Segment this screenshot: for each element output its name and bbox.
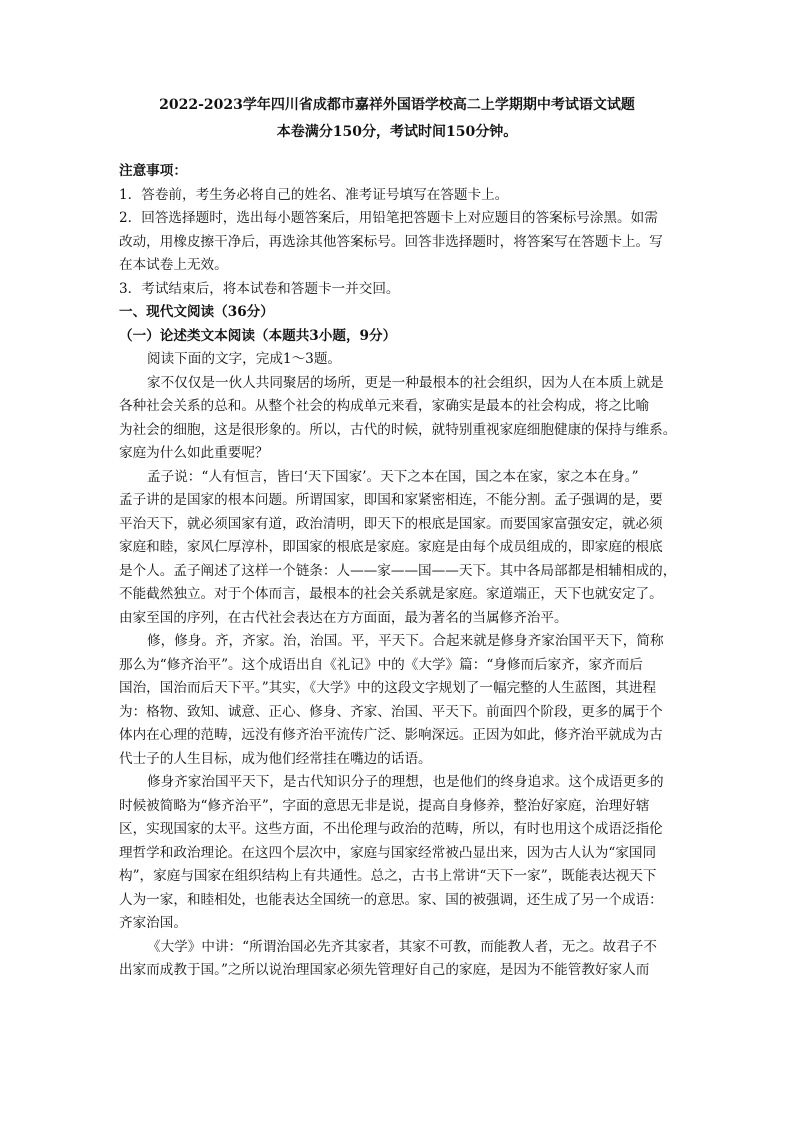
passage-line: 由家至国的序列，在古代社会表达在方方面面，最为著名的当属修齐治平。 [119,609,568,626]
exam-title: 2022-2023学年四川省成都市嘉祥外国语学校高二上学期期中考试语文试题 [159,97,635,113]
passage-line: 是个人。孟子阐述了这样一个链条：人——家——国——天下。其中各局部都是相辅相成的， [119,562,677,579]
passage-line: 国治，国治而后天下平。”其实，《大学》中的这段文字规划了一幅完整的人生蓝图，其进程 [119,680,657,696]
note-line: 在本试卷上无效。 [119,257,228,273]
exam-subtitle: 本卷满分150分，考试时间150分钟。 [276,124,518,140]
passage-line: 平治天下，就必须国家有道，政治清明，即天下的根底是国家。而要国家富强安定，就必须 [119,515,663,532]
passage-line: 代士子的人生目标，成为他们经常挂在嘴边的话语。 [119,750,432,767]
passage-line: 为社会的细胞，这是很形象的。所以，古代的时候，就特别重视家庭细胞健康的保持与维系。 [119,421,677,438]
passage-line: 人为一家，和睦相处，也能表达全国统一的意思。家、国的被强调，还生成了另一个成语： [119,891,663,908]
passage-line: 为：格物、致知、诚意、正心、修身、齐家、治国、平天下。前面四个阶段，更多的属于个 [119,703,663,720]
notes-heading: 注意事项： [119,163,187,179]
note-line: 3．考试结束后，将本试卷和答题卡一并交回。 [119,280,400,297]
passage-line: 《大学》中讲：“所谓治国必先齐其家者，其家不可教，而能教人者，无之。故君子不 [147,938,657,955]
note-line: 2．回答选择题时，选出每小题答案后，用铅笔把答题卡上对应题目的答案标号涂黑。如需 [119,210,658,226]
note-line: 1．答卷前，考生务必将自己的姓名、准考证号填写在答题卡上。 [119,186,509,203]
passage-line: 家不仅仅是一伙人共同聚居的场所，更是一种最根本的社会组织，因为人在本质上就是 [147,374,664,391]
note-line: 改动，用橡皮擦干净后，再选涂其他答案标号。回答非选择题时，将答案写在答题卡上。写 [119,233,663,250]
passage-line: 出家而成教于国。”之所以说治理国家必须先管理好自己的家庭，是因为不能管教好家人而 [119,962,650,978]
passage-line: 孟子讲的是国家的根本问题。所谓国家，即国和家紧密相连，不能分割。孟子强调的是，要 [119,492,663,508]
passage-line: 区，实现国家的太平。这些方面，不出伦理与政治的范畴，所以，有时也用这个成语泛指伦 [119,821,663,837]
passage-line: 齐家治国。 [119,915,187,931]
passage-line: 构”，家庭与国家在组织结构上有共通性。总之，古书上常讲“天下一家”，既能表达视天下 [119,868,657,884]
passage-line: 家庭为什么如此重要呢？ [119,445,269,461]
reading-instruction: 阅读下面的文字，完成1～3题。 [147,351,342,367]
passage-line: 不能截然独立。对于个体而言，最根本的社会关系就是家庭。家道端正，天下也就安定了。 [119,586,663,602]
passage-line: 那么为“修齐治平”。这个成语出自《礼记》中的《大学》篇：“身修而后家齐，家齐而后 [119,656,643,673]
passage-line: 家庭和睦，家风仁厚淳朴，即国家的根底是家庭。家庭是由每个成员组成的，即家庭的根底 [119,539,663,555]
passage-line: 体内在心理的范畴，远没有修齐治平流传广泛、影响深远。正因为如此，修齐治平就成为古 [119,727,663,743]
passage-line: 各种社会关系的总和。从整个社会的构成单元来看，家确实是最本的社会构成，将之比喻 [119,398,650,414]
exam-body [119,160,679,983]
section-heading: 一、现代文阅读（36分） [119,304,274,320]
passage-line: 理哲学和政治理论。在这四个层次中，家庭与国家经常被凸显出来，因为古人认为“家国同 [119,844,657,861]
passage-line: 修，修身。齐，齐家。治，治国。平，平天下。合起来就是修身齐家治国平天下，简称 [147,633,664,649]
passage-line: 修身齐家治国平天下，是古代知识分子的理想，也是他们的终身追求。这个成语更多的 [147,774,664,790]
passage-line: 孟子说：“人有恒言，皆曰‘天下国家’。天下之本在国，国之本在家，家之本在身。” [147,468,639,485]
passage-line: 时候被简略为“修齐治平”，字面的意思无非是说，提高自身修养，整治好家庭，治理好辖 [119,797,650,814]
subsection-heading: （一）论述类文本阅读（本题共3小题，9分） [119,327,397,344]
